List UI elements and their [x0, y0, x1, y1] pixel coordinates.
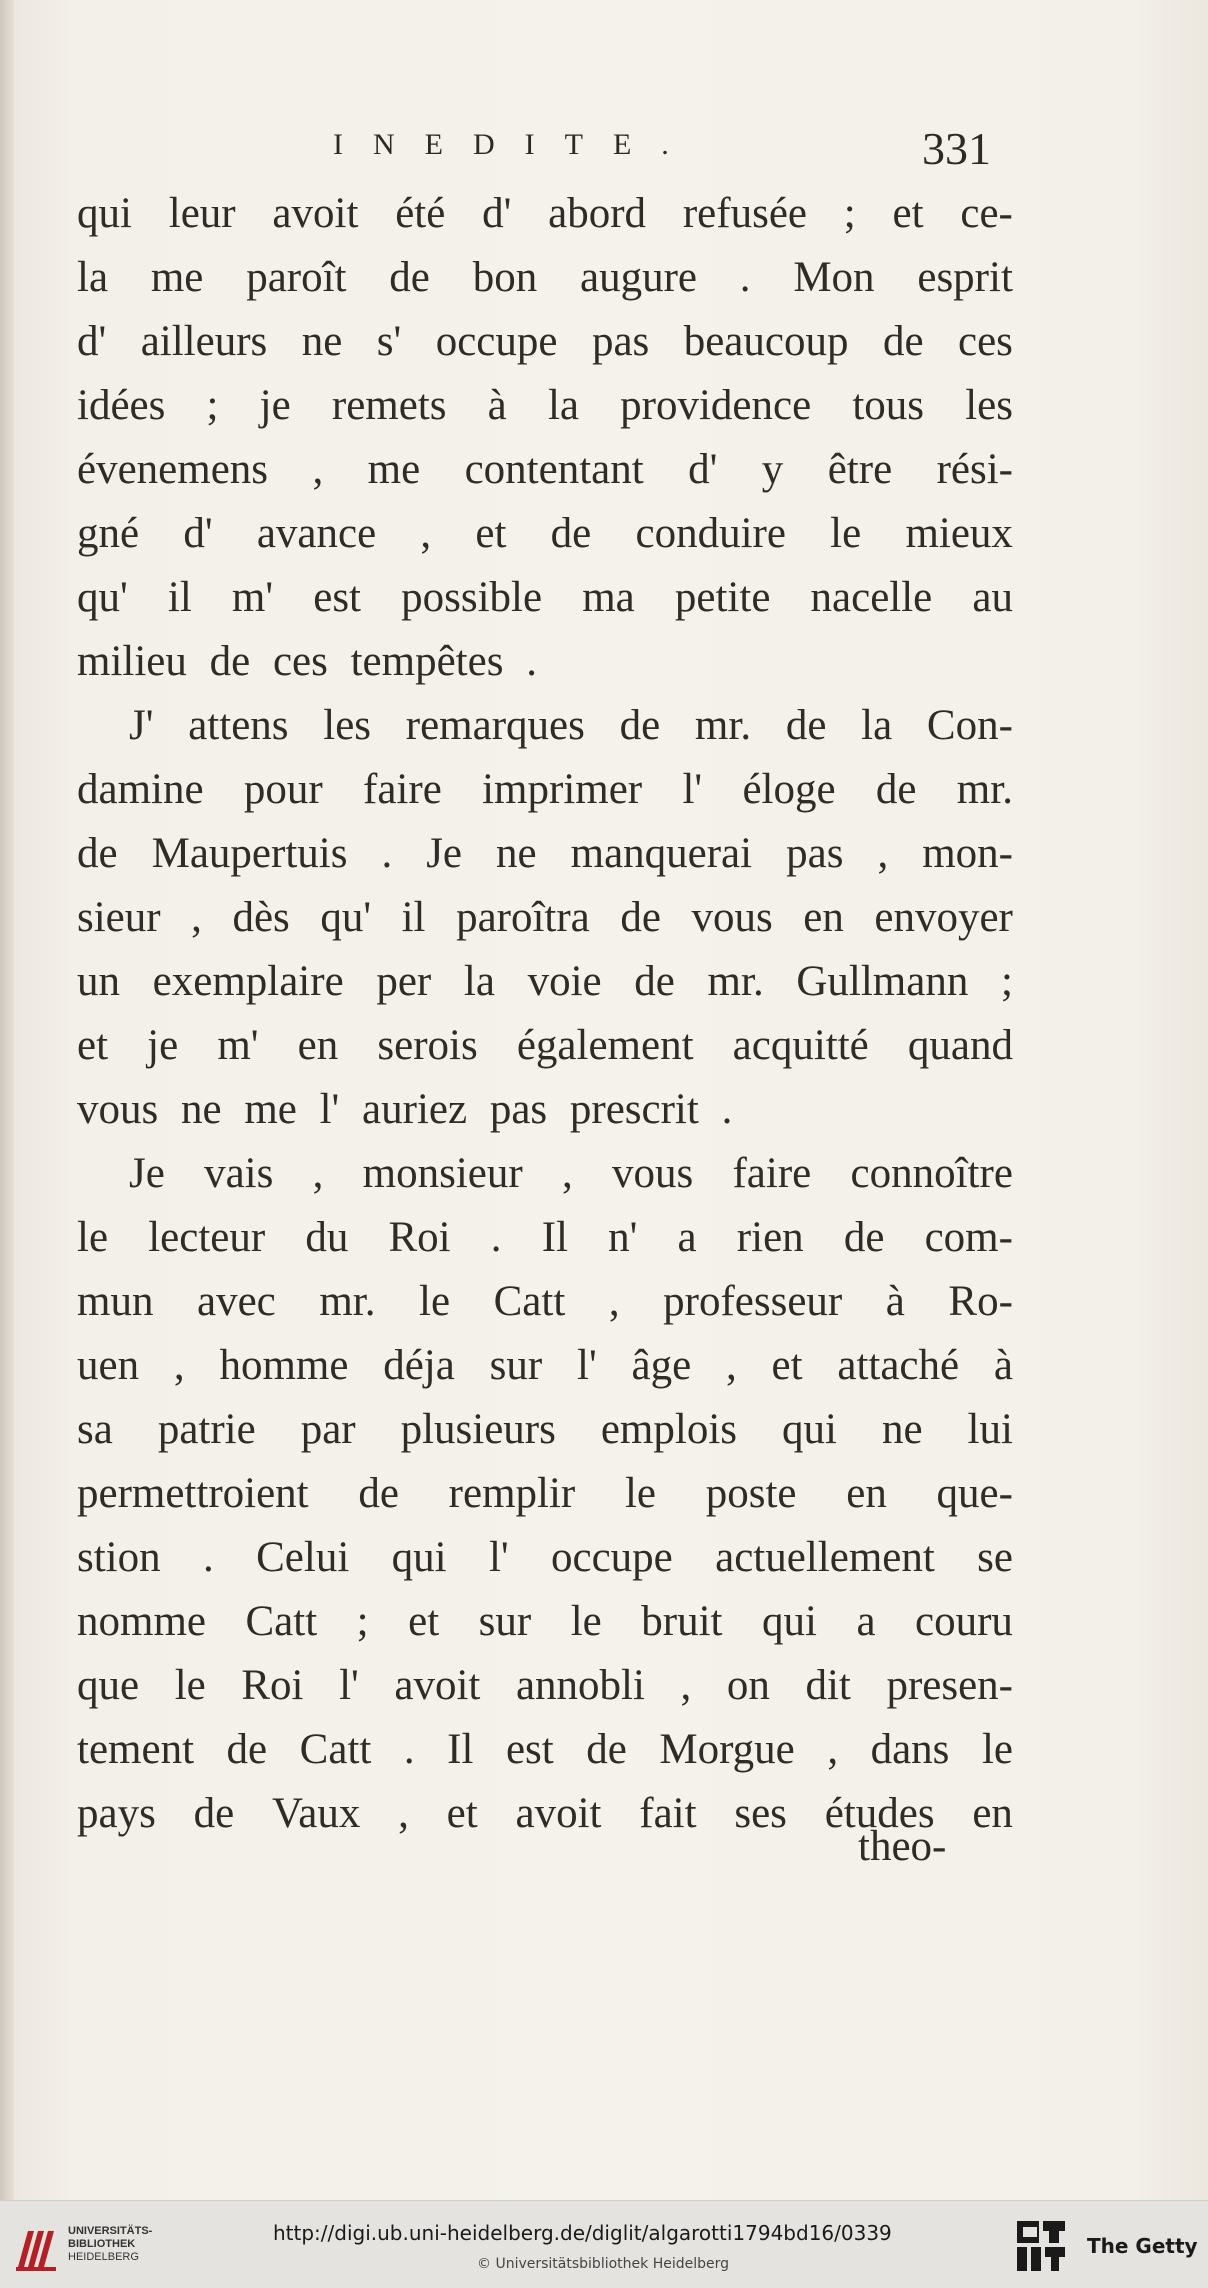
word: se	[977, 1534, 1013, 1581]
word: sa	[77, 1406, 113, 1453]
word: couru	[915, 1598, 1013, 1645]
page-number: 331	[922, 123, 991, 174]
word: J'	[129, 702, 154, 749]
word: dit	[805, 1662, 851, 1709]
word: ,	[608, 1278, 620, 1325]
word: le	[77, 1214, 109, 1261]
word: sur	[489, 1342, 543, 1389]
word: ,	[312, 446, 324, 493]
word: remets	[331, 382, 447, 429]
text-line	[77, 438, 1013, 502]
word: Il	[541, 1214, 568, 1261]
word: d'	[688, 446, 718, 493]
word: exemplaire	[152, 958, 344, 1005]
word: .	[203, 1534, 214, 1581]
word: ,	[877, 830, 889, 877]
word: Mon	[793, 254, 875, 301]
word: poste	[705, 1470, 797, 1517]
word: être	[827, 446, 893, 493]
word: mieux	[905, 510, 1013, 557]
word: mr.	[319, 1278, 376, 1325]
word: dans	[870, 1726, 950, 1773]
catchword: theo-	[858, 1823, 947, 1870]
word: de	[358, 1470, 399, 1517]
word: idées	[77, 382, 166, 429]
paragraph-start-line	[77, 694, 1013, 758]
word: ,	[398, 1790, 409, 1837]
word: contentant	[464, 446, 644, 493]
text-line	[77, 1334, 1013, 1398]
text-line	[77, 246, 1013, 310]
word: été	[395, 190, 446, 237]
text-line	[77, 1462, 1013, 1526]
word: ses	[734, 1790, 787, 1837]
text-line: vous ne me l' auriez pas prescrit .	[77, 1086, 733, 1133]
word: Gullmann	[796, 958, 969, 1005]
word: presen-	[886, 1662, 1013, 1709]
paragraph-start-line	[77, 1142, 1013, 1206]
word: en	[297, 1022, 339, 1069]
word: monsieur	[362, 1150, 523, 1197]
word: fait	[639, 1790, 697, 1837]
word: quand	[907, 1022, 1013, 1069]
word: en	[803, 894, 844, 941]
word: pays	[77, 1790, 156, 1837]
word: de	[882, 318, 924, 365]
word: et	[408, 1598, 440, 1645]
word: mun	[77, 1278, 154, 1325]
word: mr.	[707, 958, 764, 1005]
word: le	[981, 1726, 1013, 1773]
word: âge	[631, 1342, 692, 1389]
text-line	[77, 1526, 1013, 1590]
word: Il	[447, 1726, 474, 1773]
word: beaucoup	[683, 318, 849, 365]
word: est	[505, 1726, 554, 1773]
word: stion	[77, 1534, 161, 1581]
text-line	[77, 950, 1013, 1014]
word: Je	[426, 830, 463, 877]
word: y	[761, 446, 784, 493]
word: éloge	[742, 766, 836, 813]
word: remplir	[448, 1470, 576, 1517]
word: avoit	[515, 1790, 602, 1837]
word: .	[381, 830, 393, 877]
word: avoit	[272, 190, 359, 237]
text-line	[77, 822, 1013, 886]
word: il	[401, 894, 426, 941]
text-line	[77, 1014, 1013, 1078]
word: de	[843, 1214, 885, 1261]
word: le	[624, 1470, 657, 1517]
word: à	[993, 1342, 1013, 1389]
text-line	[77, 310, 1013, 374]
word: paroît	[246, 254, 347, 301]
word: de	[620, 894, 661, 941]
text-line	[77, 566, 1013, 630]
library-name: UNIVERSITÄTS- BIBLIOTHEK HEIDELBERG	[68, 2225, 153, 2263]
word: plusieurs	[400, 1406, 556, 1453]
word: sieur	[77, 894, 161, 941]
text-line	[77, 502, 1013, 566]
word: attaché	[837, 1342, 960, 1389]
word: l'	[577, 1342, 597, 1389]
word: Roi	[388, 1214, 451, 1261]
word: ne	[496, 830, 537, 877]
word: de	[193, 1790, 235, 1837]
word: ma	[582, 574, 635, 621]
word: ;	[356, 1598, 369, 1645]
word: providence	[620, 382, 812, 429]
word: et	[446, 1790, 478, 1837]
word: au	[972, 574, 1013, 621]
word: ;	[843, 190, 856, 237]
word: je	[147, 1022, 179, 1069]
word: leur	[168, 190, 236, 237]
word: uen	[77, 1342, 140, 1389]
word: a	[856, 1598, 876, 1645]
viewer-footer	[0, 2200, 1208, 2288]
word: envoyer	[874, 894, 1013, 941]
word: actuellement	[715, 1534, 935, 1581]
word: évenemens	[77, 446, 269, 493]
word: acquitté	[732, 1022, 869, 1069]
word: les	[323, 702, 372, 749]
word: ,	[680, 1662, 692, 1709]
word: m'	[217, 1022, 259, 1069]
word: en	[846, 1470, 887, 1517]
word: et	[892, 190, 924, 237]
word: ce-	[960, 190, 1013, 237]
text-line	[77, 886, 1013, 950]
word: abord	[548, 190, 647, 237]
word: qu'	[320, 894, 372, 941]
word: Ro-	[948, 1278, 1013, 1325]
word: Je	[129, 1150, 165, 1197]
word: avoit	[394, 1662, 481, 1709]
word: imprimer	[482, 766, 643, 813]
word: qui	[782, 1406, 837, 1453]
word: ,	[191, 894, 202, 941]
word: emplois	[600, 1406, 738, 1453]
word: la	[861, 702, 893, 749]
word: la	[547, 382, 579, 429]
word: de	[550, 510, 592, 557]
text-line	[77, 758, 1013, 822]
word: tement	[77, 1726, 195, 1773]
word: voie	[527, 958, 602, 1005]
word: un	[77, 958, 120, 1005]
word: l'	[488, 1534, 509, 1581]
word: ne	[881, 1406, 923, 1453]
word: ,	[725, 1342, 737, 1389]
word: ne	[301, 318, 343, 365]
word: vais	[204, 1150, 274, 1197]
word: Catt	[245, 1598, 318, 1645]
word: vous	[691, 894, 773, 941]
word: petite	[674, 574, 771, 621]
text-line	[77, 1398, 1013, 1462]
word: sur	[478, 1598, 532, 1645]
word: que-	[936, 1470, 1013, 1517]
word: occupe	[551, 1534, 673, 1581]
text-line	[77, 1590, 1013, 1654]
word: paroîtra	[456, 894, 590, 941]
word: augure	[579, 254, 697, 301]
word: attens	[188, 702, 289, 749]
word: ;	[1001, 958, 1013, 1005]
word: .	[739, 254, 751, 301]
word: Celui	[256, 1534, 350, 1581]
word: l'	[682, 766, 703, 813]
word: études	[824, 1790, 935, 1837]
word: serois	[377, 1022, 478, 1069]
word: per	[376, 958, 432, 1005]
word: qui	[77, 190, 132, 237]
word: damine	[77, 766, 204, 813]
word: permettroient	[77, 1470, 309, 1517]
word: de	[586, 1726, 627, 1773]
word: vous	[611, 1150, 694, 1197]
page-gutter-edge	[0, 0, 14, 2200]
word: mon-	[922, 830, 1013, 877]
text-line	[77, 1718, 1013, 1782]
word: professeur	[663, 1278, 843, 1325]
getty-logo-icon	[1015, 2219, 1067, 2275]
word: .	[403, 1726, 415, 1773]
word: Catt	[299, 1726, 372, 1773]
heidelberg-library-logo-icon	[14, 2221, 58, 2273]
word: manquerai	[570, 830, 753, 877]
word: pour	[243, 766, 323, 813]
text-line	[77, 1270, 1013, 1334]
word: les	[965, 382, 1013, 429]
word: dès	[232, 894, 290, 941]
word: n'	[608, 1214, 638, 1261]
text-line	[77, 1654, 1013, 1718]
word: d'	[482, 190, 512, 237]
text-line	[77, 1206, 1013, 1270]
word: à	[885, 1278, 905, 1325]
getty-name: The Getty	[1087, 2234, 1198, 2258]
word: tous	[852, 382, 925, 429]
word: est	[313, 574, 362, 621]
word: homme	[219, 1342, 349, 1389]
text-line	[77, 374, 1013, 438]
word: nacelle	[810, 574, 933, 621]
word: .	[490, 1214, 502, 1261]
word: Maupertuis	[151, 830, 348, 877]
word: du	[305, 1214, 349, 1261]
word: mr.	[956, 766, 1013, 813]
word: ;	[206, 382, 219, 429]
word: et	[475, 510, 507, 557]
word: l'	[339, 1662, 359, 1709]
word: connoître	[850, 1150, 1013, 1197]
word: refusée	[682, 190, 807, 237]
word: mr.	[694, 702, 752, 749]
word: nomme	[77, 1598, 206, 1645]
word: Roi	[241, 1662, 304, 1709]
word: pas	[591, 318, 650, 365]
text-line	[77, 182, 1013, 246]
word: esprit	[917, 254, 1013, 301]
word: qui	[761, 1598, 817, 1645]
word: avance	[256, 510, 377, 557]
word: déja	[383, 1342, 455, 1389]
word: rési-	[936, 446, 1013, 493]
word: remarques	[405, 702, 585, 749]
word: rien	[736, 1214, 804, 1261]
word: également	[516, 1022, 694, 1069]
word: qui	[391, 1534, 447, 1581]
word: faire	[363, 766, 442, 813]
word: me	[367, 446, 421, 493]
body-text	[77, 182, 1013, 1846]
word: de	[785, 702, 827, 749]
word: gné	[77, 510, 140, 557]
word: à	[487, 382, 507, 429]
permalink-url[interactable]: http://digi.ub.uni-heidelberg.de/diglit/algarotti1794bd16/0339	[273, 2221, 892, 2245]
word: la	[463, 958, 495, 1005]
word: annobli	[515, 1662, 645, 1709]
text-line: milieu de ces tempêtes .	[77, 638, 537, 685]
word: d'	[183, 510, 213, 557]
word: le	[174, 1662, 206, 1709]
word: la	[77, 254, 109, 301]
word: ,	[420, 510, 432, 557]
word: bruit	[641, 1598, 723, 1645]
running-head: INEDITE.	[333, 128, 699, 161]
word: ,	[312, 1150, 324, 1197]
word: faire	[732, 1150, 812, 1197]
word: lui	[967, 1406, 1013, 1453]
word: Vaux	[271, 1790, 361, 1837]
word: de	[77, 830, 118, 877]
word: de	[389, 254, 430, 301]
word: ,	[561, 1150, 573, 1197]
word: avec	[197, 1278, 276, 1325]
word: par	[300, 1406, 356, 1453]
word: et	[771, 1342, 803, 1389]
word: de	[619, 702, 661, 749]
word: on	[726, 1662, 770, 1709]
word: ,	[173, 1342, 185, 1389]
word: pas	[786, 830, 844, 877]
word: le	[830, 510, 862, 557]
word: me	[150, 254, 204, 301]
word: le	[419, 1278, 451, 1325]
word: ,	[827, 1726, 839, 1773]
word: d'	[77, 318, 107, 365]
word: com-	[924, 1214, 1013, 1261]
word: s'	[376, 318, 402, 365]
word: le	[570, 1598, 602, 1645]
word: bon	[472, 254, 538, 301]
word: de	[226, 1726, 268, 1773]
word: de	[875, 766, 917, 813]
word: qu'	[77, 574, 128, 621]
word: Catt	[493, 1278, 566, 1325]
copyright-notice: © Universitätsbibliothek Heidelberg	[477, 2256, 730, 2272]
word: conduire	[635, 510, 786, 557]
word: Morgue	[659, 1726, 795, 1773]
word: ailleurs	[140, 318, 268, 365]
word: de	[634, 958, 675, 1005]
word: Con-	[926, 702, 1013, 749]
word: ces	[957, 318, 1013, 365]
word: possible	[401, 574, 543, 621]
word: en	[972, 1790, 1013, 1837]
word: m'	[231, 574, 274, 621]
word: il	[167, 574, 192, 621]
word: a	[677, 1214, 697, 1261]
word: occupe	[435, 318, 558, 365]
word: je	[259, 382, 291, 429]
word: que	[77, 1662, 140, 1709]
word: patrie	[157, 1406, 256, 1453]
word: et	[77, 1022, 109, 1069]
word: lecteur	[148, 1214, 266, 1261]
